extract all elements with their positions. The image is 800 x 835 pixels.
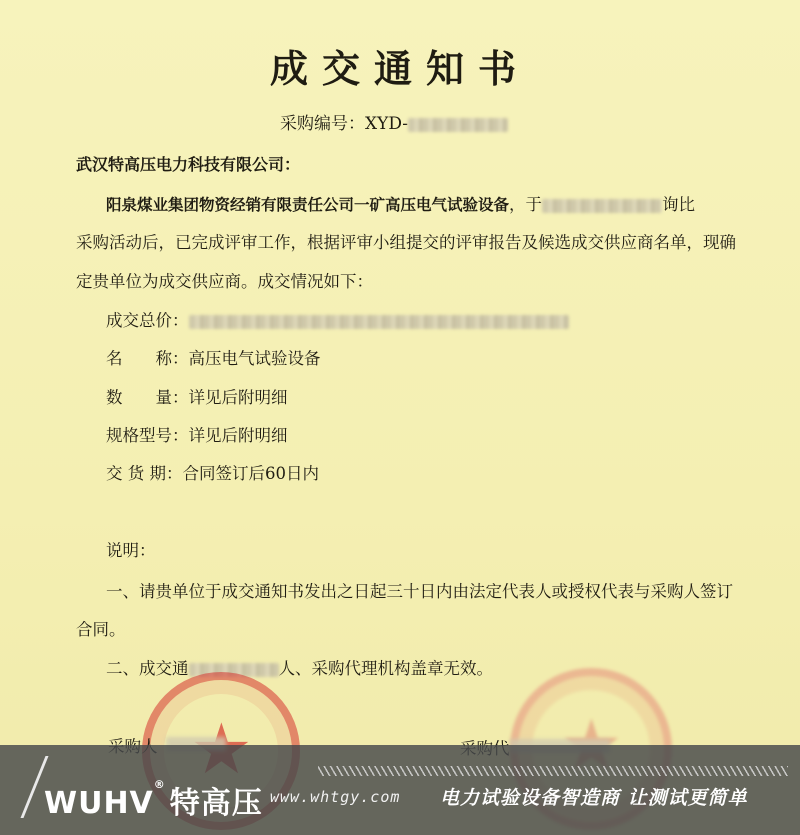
field-delivery [106,460,319,484]
field-label: 成交总价： [106,311,189,330]
note-2 [106,655,493,679]
note-1-line-1: 一、请贵单位于成交通知书发出之日起三十日内由法定代表人或授权代表与采购人签订 [106,582,733,601]
brand-slogan: 电力试验设备智造商 让测试更简单 [440,787,748,809]
field-label: 交 货 期： [106,464,183,483]
note-text: 人、采购代理机构盖章无效。 [278,659,493,678]
body-line-1 [106,191,695,215]
brand-cn: 特高压 [169,786,263,821]
redacted-price [189,315,569,329]
procurement-number-label: 采购编号：XYD- [280,114,409,134]
redacted-number [408,118,508,132]
field-model [106,422,288,446]
field-value: 高压电气试验设备 [188,349,321,368]
note-1-line-2: 合同。 [76,620,126,639]
field-value: 合同签订后60日内 [182,464,319,483]
brand-logo [44,778,263,822]
field-label: 规格型号： [106,426,189,445]
document-title: 成交通知书 [269,47,530,91]
project-name: 阳泉煤业集团物资经销有限责任公司一矿高压电气试验设备 [106,196,510,214]
field-name [106,345,321,369]
field-label: 名 称： [106,349,189,368]
registered-icon: ® [153,778,166,791]
body-line-3: 定贵单位为成交供应商。成交情况如下： [76,272,373,291]
banner-pattern [318,766,788,776]
recipient: 武汉特高压电力科技有限公司： [76,155,301,174]
notes-title: 说明： [106,541,156,560]
website-link[interactable]: www.whtgy.com [270,788,401,806]
field-value: 详见后附明细 [188,426,288,445]
brand-latin: WUHV [44,786,154,821]
note-text: 二、成交通 [106,659,189,678]
body-text: 询比 [662,195,696,214]
field-label: 数 量： [106,388,189,407]
procurement-number [280,109,508,134]
field-total-price [106,307,569,331]
field-quantity [106,384,288,408]
body-line-2: 采购活动后，已完成评审工作，根据评审小组提交的评审报告及候选成交供应商名单，现确 [76,233,736,252]
body-text: ，于 [509,195,543,214]
field-value: 详见后附明细 [188,388,288,407]
redacted-date [542,199,662,213]
